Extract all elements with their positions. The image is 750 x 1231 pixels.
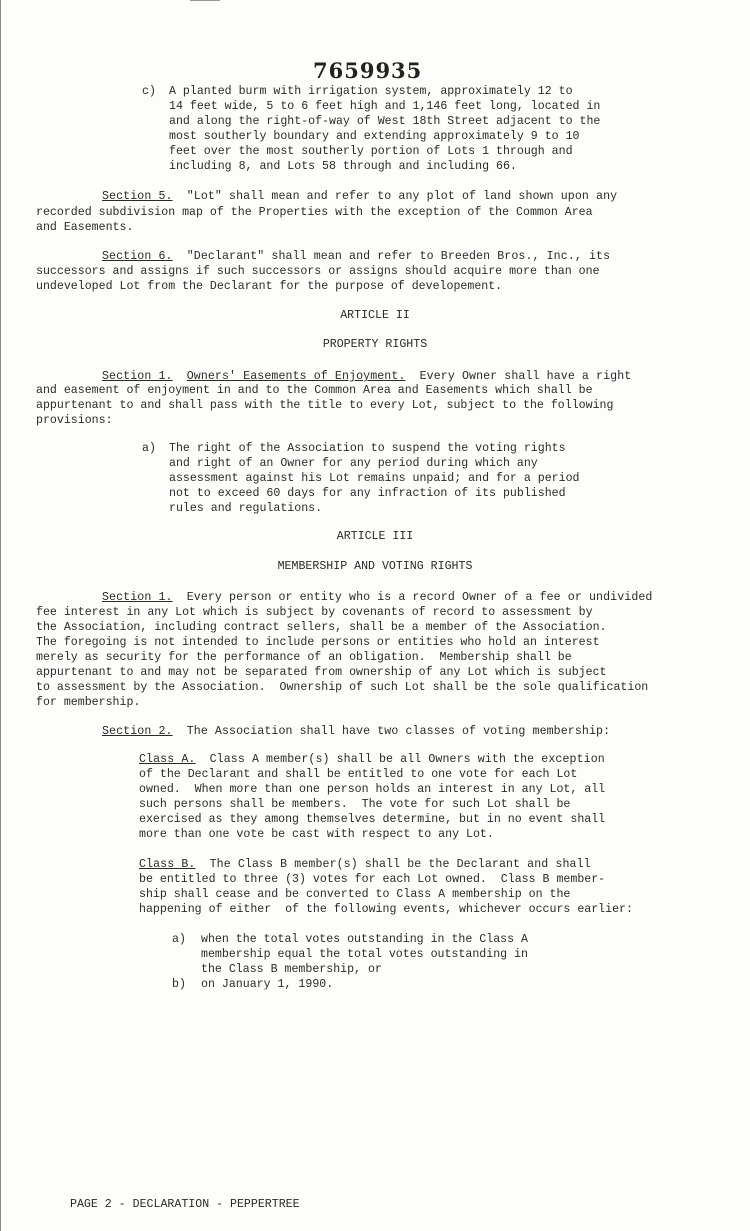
- text-line: merely as security for the performance of an obligation. Membership shall be: [36, 651, 572, 664]
- text-line: and easement of enjoyment in and to the Common Area and Easements which shall be: [36, 384, 593, 397]
- class-b-paragraph: [139, 857, 591, 872]
- section-6-first-line: "Declarant" shall mean and refer to Breeden Bros., Inc., its: [186, 250, 611, 263]
- class-a-first-line: Class A member(s) shall be all Owners with the exception: [209, 753, 605, 766]
- section-5-heading: Section 5.: [102, 190, 173, 203]
- section-6-text: [36, 264, 600, 294]
- text-line: membership equal the total votes outstanding in: [201, 948, 528, 961]
- section-6-heading: Section 6.: [102, 250, 173, 263]
- text-line: appurtenant to and may not be separated from ownership of any Lot which is subject: [36, 666, 607, 679]
- text-line: recorded subdivision map of the Properties with the exception of the Common Area: [36, 206, 593, 219]
- article-2-section-1-caption: Owners' Easements of Enjoyment.: [186, 370, 406, 383]
- text-line: to assessment by the Association. Ownership of such Lot shall be the sole qualification: [36, 681, 649, 694]
- text-line: assessment against his Lot remains unpaid; and for a period: [169, 472, 580, 485]
- article-3-title: ARTICLE III: [336, 530, 414, 543]
- class-b-first-line: The Class B member(s) shall be the Declarant and shall: [209, 858, 591, 871]
- article-3-section-1-paragraph: [102, 590, 653, 605]
- text-line: when the total votes outstanding in the Class A: [201, 933, 528, 946]
- text-line: such persons shall be members. The vote for such Lot shall be: [139, 798, 571, 811]
- item-c-label: c): [142, 85, 156, 98]
- text-line: happening of either of the following events, whichever occurs earlier:: [139, 903, 633, 916]
- section-5-first-line: "Lot" shall mean and refer to any plot of land shown upon any: [186, 190, 618, 203]
- article-3-section-1-text: [36, 605, 648, 710]
- class-a-paragraph: [139, 752, 605, 767]
- event-a-text: [201, 932, 528, 977]
- text-line: exercised as they among themselves determine, but in no event shall: [139, 813, 606, 826]
- item-c-text: [169, 84, 600, 174]
- class-b-heading: Class B.: [139, 858, 196, 871]
- left-margin-line: [0, 0, 1, 1231]
- article-2-item-a-label: a): [142, 442, 156, 455]
- text-line: including 8, and Lots 58 through and including 66.: [169, 160, 517, 173]
- text-line: The foregoing is not intended to include persons or entities who hold an interest: [36, 636, 600, 649]
- text-line: more than one vote be cast with respect to any Lot.: [139, 828, 494, 841]
- article-2-section-1-first-line: Every Owner shall have a right: [419, 370, 632, 383]
- article-2-section-1-text: [36, 383, 613, 428]
- article-3-section-2-heading: Section 2.: [102, 725, 173, 738]
- text-line: ship shall cease and be converted to Class A membership on the: [139, 888, 571, 901]
- text-line: on January 1, 1990.: [201, 978, 334, 991]
- page-footer: PAGE 2 - DECLARATION - PEPPERTREE: [70, 1198, 300, 1211]
- text-line: most southerly boundary and extending approximately 9 to 10: [169, 130, 580, 143]
- text-line: feet over the most southerly portion of Lots 1 through and: [169, 145, 573, 158]
- article-2-section-1-heading: Section 1.: [102, 370, 173, 383]
- top-edge-mark: [190, 0, 220, 1]
- text-line: undeveloped Lot from the Declarant for the purpose of developement.: [36, 280, 503, 293]
- text-line: successors and assigns if such successors or assigns should acquire more than one: [36, 265, 600, 278]
- article-2-subtitle: PROPERTY RIGHTS: [322, 338, 428, 351]
- text-line: not to exceed 60 days for any infraction of its published: [169, 487, 566, 500]
- class-a-text: [139, 767, 605, 842]
- text-line: rules and regulations.: [169, 502, 323, 515]
- article-3-section-1-heading: Section 1.: [102, 591, 173, 604]
- text-line: 14 feet wide, 5 to 6 feet high and 1,146 feet long, located in: [169, 100, 601, 113]
- class-a-heading: Class A.: [139, 753, 196, 766]
- text-line: A planted burm with irrigation system, approximately 12 to: [169, 85, 573, 98]
- class-b-text: [139, 872, 633, 917]
- text-line: for membership.: [36, 696, 141, 709]
- text-line: owned. When more than one person holds an interest in any Lot, all: [139, 783, 606, 796]
- article-3-subtitle: MEMBERSHIP AND VOTING RIGHTS: [277, 560, 473, 573]
- event-a-label: a): [172, 933, 186, 946]
- text-line: and Easements.: [36, 221, 134, 234]
- text-line: The right of the Association to suspend the voting rights: [169, 442, 566, 455]
- article-2-item-a-text: [169, 441, 580, 516]
- text-line: and right of an Owner for any period during which any: [169, 457, 538, 470]
- section-6-paragraph: [102, 249, 610, 264]
- text-line: fee interest in any Lot which is subject by covenants of record to assessment by: [36, 606, 593, 619]
- text-line: of the Declarant and shall be entitled to one vote for each Lot: [139, 768, 578, 781]
- article-2-title: ARTICLE II: [340, 309, 410, 322]
- text-line: and along the right-of-way of West 18th Street adjacent to the: [169, 115, 601, 128]
- article-3-section-2-first-line: The Association shall have two classes of voting membership:: [186, 725, 611, 738]
- article-3-section-1-first-line: Every person or entity who is a record Owner of a fee or undivided: [186, 591, 653, 604]
- text-line: appurtenant to and shall pass with the title to every Lot, subject to the following: [36, 399, 614, 412]
- article-2-section-1-paragraph: [102, 369, 631, 384]
- section-5-paragraph: [102, 189, 617, 204]
- section-5-text: [36, 205, 593, 235]
- text-line: the Association, including contract sellers, shall be a member of the Association.: [36, 621, 607, 634]
- event-b-text: [201, 977, 333, 992]
- text-line: the Class B membership, or: [201, 963, 382, 976]
- event-b-label: b): [172, 978, 186, 991]
- document-number: 7659935: [313, 58, 423, 83]
- text-line: provisions:: [36, 414, 113, 427]
- text-line: be entitled to three (3) votes for each Lot owned. Class B member-: [139, 873, 606, 886]
- article-3-section-2-paragraph: [102, 724, 610, 739]
